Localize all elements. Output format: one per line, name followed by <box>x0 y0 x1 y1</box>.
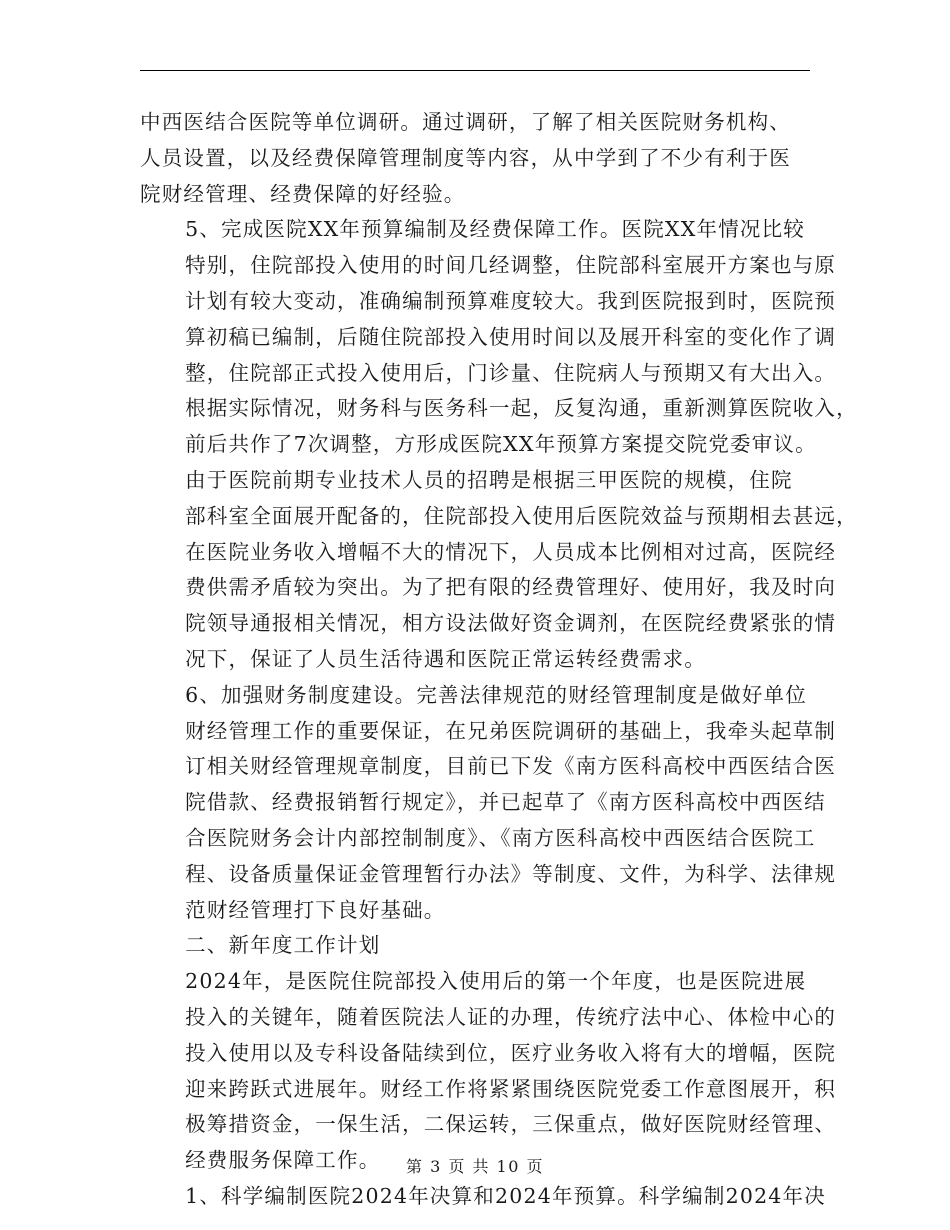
text-line: 算初稿已编制，后随住院部投入使用时间以及展开科室的变化作了调 <box>185 324 837 349</box>
text-line: 院财经管理、经费保障的好经验。 <box>140 181 466 206</box>
text-line: 部科室全面展开配备的，住院部投入使用后医院效益与预期相去甚远， <box>185 503 858 528</box>
text-line: 范财经管理打下良好基础。 <box>185 897 446 922</box>
text-line: 况下，保证了人员生活待遇和医院正常运转经费需求。 <box>185 646 706 671</box>
text-line: 投入的关键年，随着医院法人证的办理，传统疗法中心、体检中心的 <box>185 1004 837 1029</box>
text-line: 计划有较大变动，准确编制预算难度较大。我到医院报到时，医院预 <box>185 288 837 313</box>
page-number: 第 3 页 共 10 页 <box>406 1157 544 1176</box>
text-line: 人员设置，以及经费保障管理制度等内容，从中学到了不少有利于医 <box>140 145 791 170</box>
text-line: 院领导通报相关情况，相方设法做好资金调剂，在医院经费紧张的情 <box>185 611 837 636</box>
paragraph <box>140 928 810 964</box>
header-rule <box>140 70 810 71</box>
text-line: 院借款、经费报销暂行规定》，并已起草了《南方医科高校中西医结 <box>185 790 826 815</box>
text-line: 由于医院前期专业技术人员的招聘是根据三甲医院的规模，住院 <box>185 467 793 492</box>
paragraph <box>140 1179 826 1215</box>
text-line: 特别，住院部投入使用的时间几经调整，住院部科室展开方案也与原 <box>185 253 837 278</box>
text-line: 迎来跨跃式进展年。财经工作将紧紧围绕医院党委工作意图展开，积 <box>185 1076 837 1101</box>
paragraph <box>140 678 837 929</box>
text-line: 投入使用以及专科设备陆续到位，医疗业务收入将有大的增幅，医院 <box>185 1040 837 1065</box>
document-body <box>140 105 858 1215</box>
text-line: 在医院业务收入增幅不大的情况下，人员成本比例相对过高，医院经 <box>185 539 837 564</box>
text-line: 二、新年度工作计划 <box>185 933 381 958</box>
text-line: 中西医结合医院等单位调研。通过调研，了解了相关医院财务机构、 <box>140 110 791 134</box>
text-line: 前后共作了7次调整，方形成医院XX年预算方案提交院党委审议。 <box>185 432 817 457</box>
text-line: 费供需矛盾较为突出。为了把有限的经费管理好、使用好，我及时向 <box>185 575 837 600</box>
text-line: 根据实际情况，财务科与医务科一起，反复沟通，重新测算医院收入， <box>185 396 858 421</box>
paragraph <box>140 463 858 678</box>
text-line: 5、完成医院XX年预算编制及经费保障工作。医院XX年情况比较 <box>185 217 806 242</box>
text-line: 6、加强财务制度建设。完善法律规范的财经管理制度是做好单位 <box>185 682 807 707</box>
text-line: 程、设备质量保证金管理暂行办法》等制度、文件，为科学、法律规 <box>185 861 837 886</box>
paragraph <box>140 212 858 463</box>
text-line: 合医院财务会计内部控制制度》、《南方医科高校中西医结合医院工 <box>185 825 816 850</box>
text-line: 整，住院部正式投入使用后，门诊量、住院病人与预期又有大出入。 <box>185 360 837 385</box>
text-line: 订相关财经管理规章制度，目前已下发《南方医科高校中西医结合医 <box>185 754 837 779</box>
text-line: 财经管理工作的重要保证，在兄弟医院调研的基础上，我牵头起草制 <box>185 718 837 743</box>
paragraph <box>140 964 837 1179</box>
paragraph <box>140 105 810 212</box>
text-line: 2024年，是医院住院部投入使用后的第一个年度，也是医院进展 <box>185 969 807 994</box>
text-line: 经费服务保障工作。 <box>185 1148 381 1173</box>
text-line: 1、科学编制医院2024年决算和2024年预算。科学编制2024年决 <box>185 1183 826 1208</box>
text-line: 极筹措资金，一保生活，二保运转，三保重点，做好医院财经管理、 <box>185 1112 837 1137</box>
